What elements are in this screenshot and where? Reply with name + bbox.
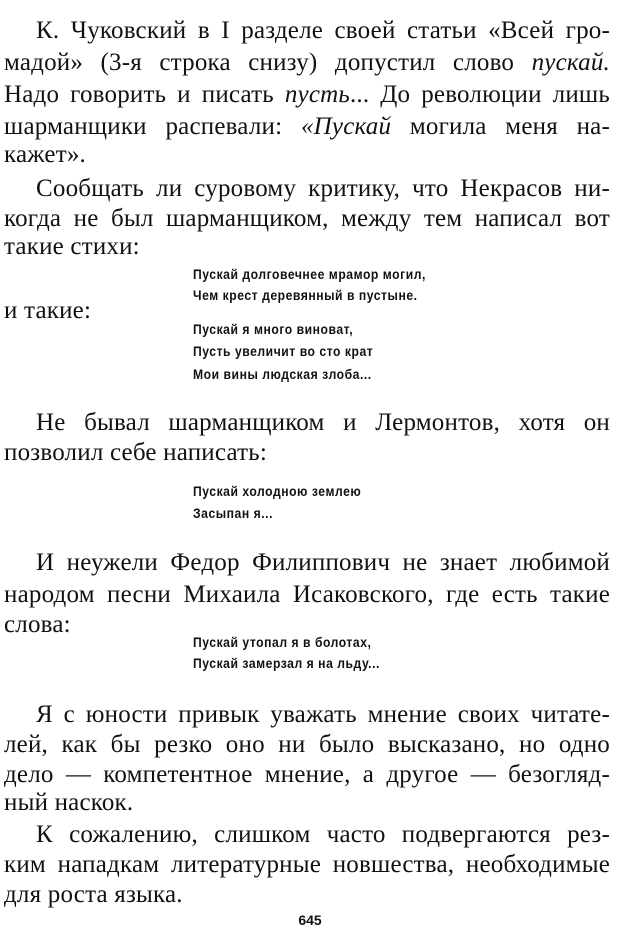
- text-line: [4, 48, 610, 78]
- verse-line: Пускай долговечнее мрамор могил,: [193, 267, 426, 282]
- text-line: Не бывал шарманщиком и Лермонтов, хотя он: [36, 409, 610, 436]
- text-line: ный наскок.: [4, 789, 134, 816]
- verse-line: Чем крест деревянный в пустыне.: [193, 288, 418, 303]
- text-line: Я с юности привык уважать мнение своих читате-: [36, 701, 610, 728]
- text: могила меня на-: [391, 113, 611, 140]
- text-line: для роста языка.: [4, 881, 183, 908]
- verse-line: Пускай я много виноват,: [193, 322, 354, 337]
- text-line: [4, 112, 610, 142]
- text: шарманщики распевали:: [4, 113, 301, 140]
- text-line: [4, 232, 610, 262]
- verse-line: Пускай замерзал я на льду...: [193, 656, 380, 671]
- text: К. Чуковский в I разделе своей статьи «Всей гро-: [36, 17, 610, 44]
- verse-line: Засыпан я...: [193, 506, 274, 521]
- text-line: [36, 174, 610, 204]
- verse-line: Мои вины людская злоба...: [193, 367, 372, 382]
- text-line: дело — компетентное мнение, а другое — безогляд-: [4, 761, 610, 788]
- text-line: лей, как бы резко оно ни было высказано, но одно: [4, 731, 610, 758]
- text-line: слова:: [4, 611, 71, 638]
- text-line: и такие:: [4, 297, 92, 324]
- verse-line: Пусть увеличит во сто крат: [193, 344, 374, 359]
- text: такие стихи:: [4, 233, 140, 260]
- verse-line: Пускай холодною землею: [193, 484, 362, 499]
- text: ... До революции лишь: [349, 81, 610, 108]
- text: кажет».: [4, 141, 86, 168]
- italic-word: пусть: [284, 81, 350, 108]
- italic-word: «Пускай: [300, 113, 392, 140]
- text-line: И неужели Федор Филиппович не знает любимой: [36, 549, 610, 576]
- text: мадой» (3-я строка снизу) допустил слово: [4, 49, 532, 76]
- text: Сообщать ли суровому критику, что Некрасов ни-: [36, 175, 610, 202]
- text-line: [4, 80, 610, 110]
- page-number: 645: [298, 912, 322, 928]
- text-line: [36, 16, 610, 46]
- text: Надо говорить и писать: [4, 81, 285, 108]
- italic-word: пускай.: [531, 49, 610, 76]
- verse-line: Пускай утопал я в болотах,: [193, 635, 372, 650]
- text: когда не был шарманщиком, между тем написал вот: [4, 205, 610, 232]
- text-line: позволил себе написать:: [4, 439, 267, 466]
- text-line: К сожалению, слишком часто подвергаются рез-: [36, 821, 610, 848]
- text-line: [4, 140, 610, 170]
- text-line: народом песни Михаила Исаковского, где есть такие: [4, 581, 610, 608]
- text-line: ким нападкам литературные новшества, необходимые: [4, 851, 610, 878]
- text-line: [4, 204, 610, 234]
